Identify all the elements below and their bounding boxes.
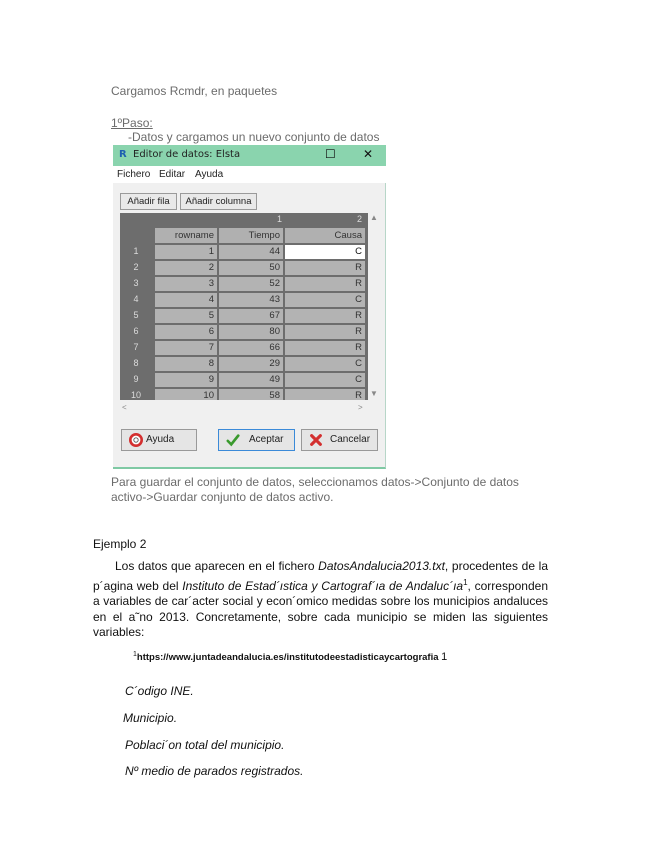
cell-causa[interactable]: R — [285, 325, 365, 339]
list-item: Poblaci´on total del municipio. — [125, 738, 285, 752]
column-number: 2 — [356, 214, 362, 224]
header-tiempo[interactable]: Tiempo — [219, 228, 283, 243]
paragraph-text: , corresponden a variables de car´acter social y econ´omico medidas sobre los municipios andaluces en el a˜no 2013. Concretamente, sobre cada municipio se miden las siguientes variables: — [93, 578, 548, 640]
footnote-marker: 1 — [133, 651, 137, 658]
scroll-left-icon[interactable]: < — [122, 403, 127, 412]
footnote — [133, 651, 447, 663]
horizontal-scrollbar[interactable] — [120, 402, 368, 414]
scroll-up-icon[interactable]: ▲ — [370, 213, 378, 222]
cell-tiempo[interactable]: 52 — [219, 277, 283, 291]
cell-tiempo[interactable]: 44 — [219, 245, 283, 259]
header-causa[interactable]: Causa — [285, 228, 365, 243]
paragraph-text: Los datos que aparecen en el fichero — [115, 559, 319, 573]
footnote-marker: 1 — [463, 577, 468, 587]
lifebuoy-icon — [128, 433, 144, 447]
row-number: 3 — [133, 278, 139, 288]
row-number: 9 — [133, 374, 139, 384]
example-paragraph — [93, 559, 548, 641]
menu-ayuda[interactable]: Ayuda — [195, 169, 224, 180]
cancel-button-label: Cancelar — [330, 434, 371, 445]
cell-tiempo[interactable]: 67 — [219, 309, 283, 323]
close-button[interactable]: ✕ — [363, 147, 374, 161]
cell-causa[interactable]: C — [285, 293, 365, 307]
cell-tiempo[interactable]: 49 — [219, 373, 283, 387]
cell-causa[interactable]: C — [285, 373, 365, 387]
cell-causa[interactable]: C — [285, 357, 365, 371]
row-number: 4 — [133, 294, 139, 304]
cell-tiempo[interactable]: 50 — [219, 261, 283, 275]
footnote-url[interactable]: https://www.juntadeandalucia.es/institutodeestadisticaycartografia — [136, 652, 439, 664]
cell-rowname[interactable]: 5 — [155, 309, 217, 323]
cross-icon — [308, 433, 324, 447]
checkmark-icon — [225, 433, 241, 447]
row-number: 5 — [133, 310, 139, 320]
cell-rowname[interactable]: 2 — [155, 261, 217, 275]
menu-editar[interactable]: Editar — [159, 169, 186, 180]
scroll-down-icon[interactable]: ▼ — [370, 389, 378, 398]
cell-rowname[interactable]: 1 — [155, 245, 217, 259]
step-description: -Datos y cargamos un nuevo conjunto de datos — [128, 130, 380, 144]
row-number: 6 — [133, 326, 139, 336]
cell-tiempo[interactable]: 29 — [219, 357, 283, 371]
row-number: 1 — [133, 246, 139, 256]
file-name: DatosAndalucia2013.txt — [318, 559, 445, 573]
cell-causa[interactable]: R — [285, 261, 365, 275]
vertical-scrollbar[interactable] — [368, 213, 379, 400]
row-number: 2 — [133, 262, 139, 272]
accept-button[interactable] — [218, 429, 295, 451]
r-logo-icon: R — [119, 149, 127, 160]
cell-tiempo[interactable]: 43 — [219, 293, 283, 307]
step-title: 1ºPaso: — [111, 116, 153, 130]
row-number: 7 — [133, 342, 139, 352]
cell-rowname[interactable]: 9 — [155, 373, 217, 387]
institute-name: Instituto de Estad´ıstica y Cartograf´ıa de Andaluc´ıa — [182, 578, 464, 593]
scroll-right-icon[interactable]: > — [358, 403, 363, 412]
example-title: Ejemplo 2 — [93, 537, 147, 551]
cell-causa[interactable]: C — [285, 245, 365, 259]
title-bar — [113, 145, 386, 166]
help-button-label: Ayuda — [146, 434, 175, 445]
cell-rowname[interactable]: 8 — [155, 357, 217, 371]
cell-tiempo[interactable]: 80 — [219, 325, 283, 339]
cell-tiempo[interactable]: 58 — [219, 389, 283, 400]
cell-causa[interactable]: R — [285, 277, 365, 291]
footnote-number: 1 — [441, 651, 448, 664]
list-item: C´odigo INE. — [125, 684, 194, 698]
help-button[interactable] — [121, 429, 197, 451]
cell-rowname[interactable]: 3 — [155, 277, 217, 291]
menu-fichero[interactable]: Fichero — [117, 169, 151, 180]
row-number: 8 — [133, 358, 139, 368]
menu-bar — [113, 166, 386, 183]
accept-button-label: Aceptar — [249, 434, 284, 445]
cell-causa[interactable]: R — [285, 389, 365, 400]
header-rowname[interactable]: rowname — [155, 228, 217, 243]
cell-tiempo[interactable]: 66 — [219, 341, 283, 355]
cell-causa[interactable]: R — [285, 309, 365, 323]
cell-rowname[interactable]: 10 — [155, 389, 217, 400]
cancel-button[interactable] — [301, 429, 378, 451]
cell-causa[interactable]: R — [285, 341, 365, 355]
list-item: Municipio. — [123, 711, 178, 725]
window-title: Editor de datos: Elsta — [133, 149, 241, 160]
column-number: 1 — [276, 214, 282, 224]
add-column-button[interactable]: Añadir columna — [180, 193, 257, 210]
data-editor-window — [113, 145, 386, 469]
paragraph-text: , procedentes de la p´agina web del — [93, 559, 548, 593]
cell-rowname[interactable]: 7 — [155, 341, 217, 355]
add-row-button[interactable]: Añadir fila — [120, 193, 177, 210]
row-number: 10 — [130, 390, 141, 400]
data-grid — [120, 213, 368, 400]
cell-rowname[interactable]: 4 — [155, 293, 217, 307]
save-instructions: Para guardar el conjunto de datos, seleccionamos datos->Conjunto de datos activo->Guardar conjunto de datos activo. — [111, 475, 519, 504]
intro-text: Cargamos Rcmdr, en paquetes — [111, 84, 278, 98]
list-item: Nº medio de parados registrados. — [125, 764, 304, 778]
maximize-button[interactable]: ☐ — [325, 147, 336, 161]
cell-rowname[interactable]: 6 — [155, 325, 217, 339]
